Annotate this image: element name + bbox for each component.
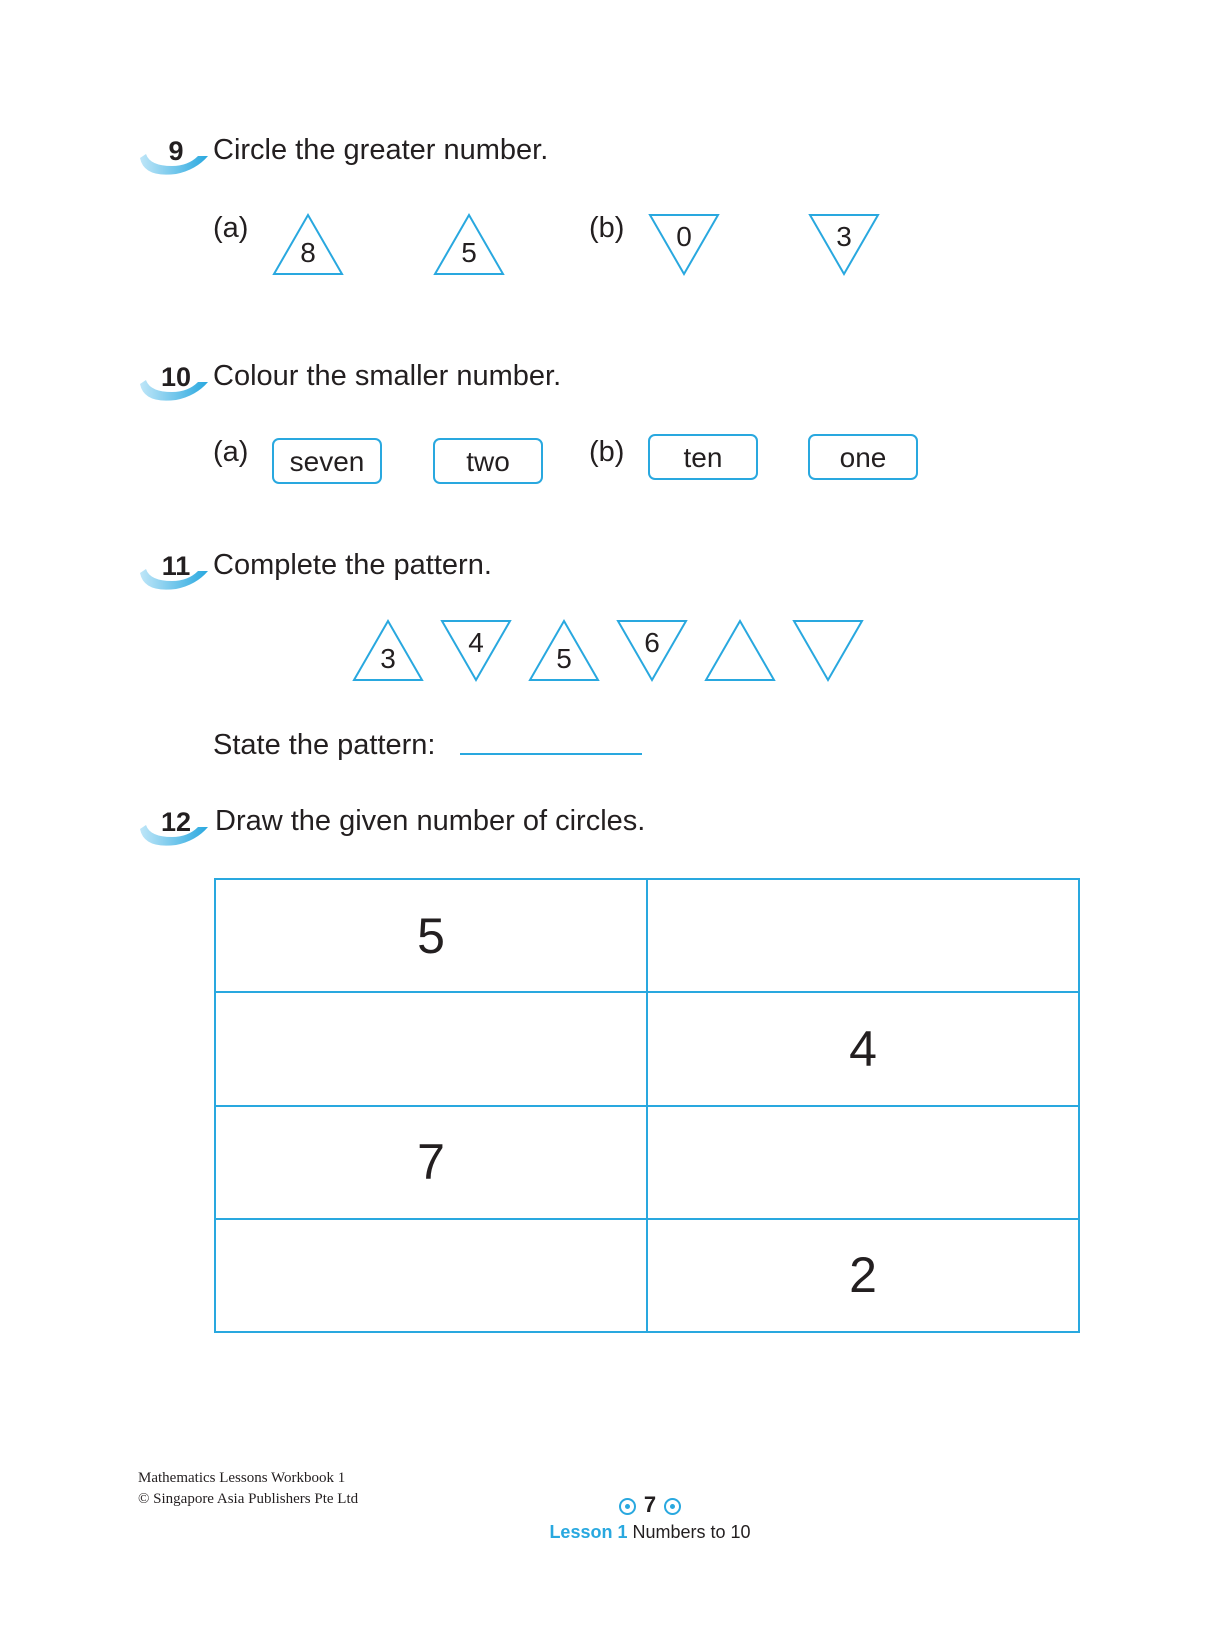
question-number: 12	[160, 807, 192, 837]
triangle-value: 6	[644, 627, 660, 658]
triangle-value: 3	[380, 643, 396, 674]
page-number: 7	[643, 1492, 657, 1517]
state-pattern-answer-line[interactable]	[460, 753, 642, 755]
q10-a-word-1[interactable]: seven	[272, 438, 382, 484]
question-number: 11	[161, 551, 191, 581]
table-row	[215, 1219, 1079, 1332]
q9-b-triangle-2[interactable]	[808, 213, 880, 276]
pattern-triangle-6-blank[interactable]	[792, 619, 864, 682]
target-dot-icon	[619, 1498, 636, 1515]
q9-part-b-label: (b)	[589, 212, 625, 244]
table-cell[interactable]: 4	[647, 992, 1079, 1105]
question-number: 10	[160, 362, 192, 392]
table-cell[interactable]: 7	[215, 1106, 647, 1219]
circles-table	[214, 878, 1080, 1333]
lesson-footer	[460, 1522, 840, 1543]
table-row	[215, 992, 1079, 1105]
table-cell[interactable]	[647, 1106, 1079, 1219]
triangle-value: 5	[556, 643, 572, 674]
question-10-badge	[136, 360, 212, 406]
table-cell[interactable]	[215, 992, 647, 1105]
copyright: © Singapore Asia Publishers Pte Ltd	[138, 1491, 359, 1507]
book-title: Mathematics Lessons Workbook 1	[138, 1470, 346, 1486]
table-cell[interactable]: 2	[647, 1219, 1079, 1332]
q9-b-triangle-1[interactable]	[648, 213, 720, 276]
q9-a-triangle-2[interactable]	[433, 213, 505, 276]
table-cell[interactable]	[647, 879, 1079, 992]
question-11-instruction: Complete the pattern.	[213, 549, 492, 581]
lesson-label: Lesson 1	[549, 1522, 628, 1542]
q9-a-triangle-1[interactable]	[272, 213, 344, 276]
target-dot-icon	[664, 1498, 681, 1515]
pattern-triangle-1	[352, 619, 424, 682]
q9-part-a-label: (a)	[213, 212, 249, 244]
question-12-instruction: Draw the given number of circles.	[215, 805, 646, 837]
q10-part-a-label: (a)	[213, 436, 249, 468]
question-10-instruction: Colour the smaller number.	[213, 360, 562, 392]
pattern-triangle-4	[616, 619, 688, 682]
pattern-triangle-5-blank[interactable]	[704, 619, 776, 682]
table-row	[215, 1106, 1079, 1219]
question-12-badge	[136, 805, 212, 851]
lesson-title: Numbers to 10	[632, 1522, 751, 1542]
q10-b-word-1[interactable]: ten	[648, 434, 758, 480]
pattern-triangle-2	[440, 619, 512, 682]
triangle-value: 8	[300, 237, 316, 268]
state-pattern-label: State the pattern:	[213, 729, 436, 761]
q10-b-word-2[interactable]: one	[808, 434, 918, 480]
pattern-triangle-3	[528, 619, 600, 682]
q10-part-b-label: (b)	[589, 436, 625, 468]
question-9-instruction: Circle the greater number.	[213, 134, 549, 166]
triangle-value: 5	[461, 237, 477, 268]
table-cell[interactable]	[215, 1219, 647, 1332]
triangle-value: 4	[468, 627, 484, 658]
footer-credits	[138, 1468, 358, 1510]
question-9-badge	[136, 134, 212, 180]
page-number-row	[460, 1492, 840, 1518]
table-cell[interactable]: 5	[215, 879, 647, 992]
table-row	[215, 879, 1079, 992]
triangle-value: 3	[836, 221, 852, 252]
q10-a-word-2[interactable]: two	[433, 438, 543, 484]
question-11-badge	[136, 549, 212, 595]
triangle-value: 0	[676, 221, 692, 252]
question-number: 9	[168, 136, 184, 166]
